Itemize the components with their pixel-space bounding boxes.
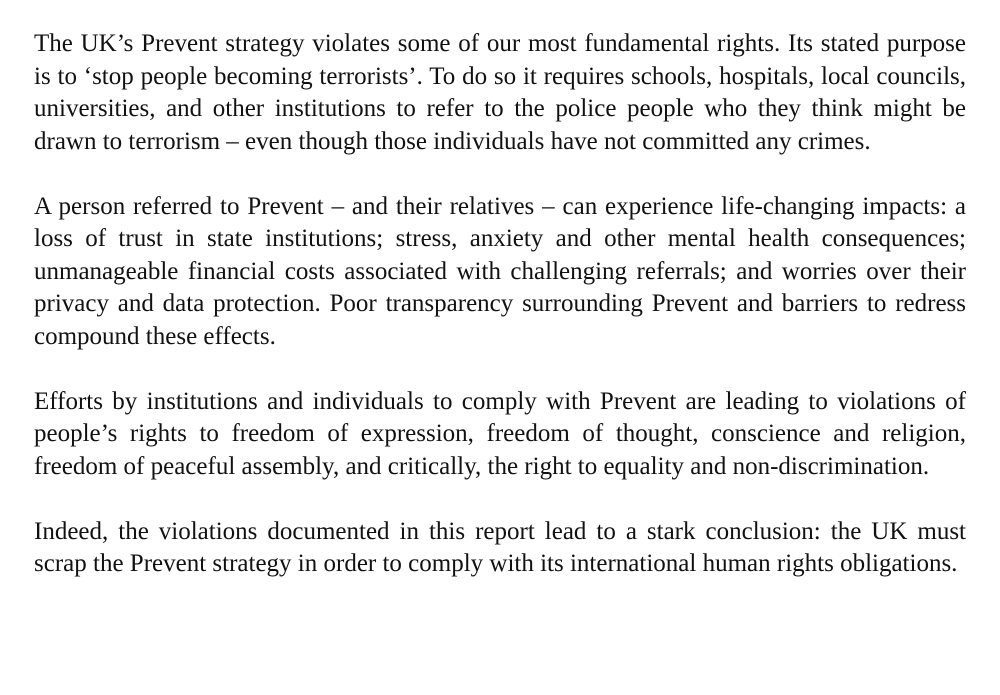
paragraph-conclusion: Indeed, the violations documented in this report lead to a stark conclusion: the UK must scrap the Prevent strategy in order to comply with its international human rights obligations. — [34, 517, 966, 577]
paragraph-impacts: A person referred to Prevent – and their relatives – can experience life-changing impacts: a loss of trust in state institutions; stress, anxiety and other mental health consequences; unmanageable financial costs associated with challenging referrals; and worries over their privacy and data protection. Poor transparency surrounding Prevent and barriers to redress compound these effects. — [34, 192, 966, 350]
paragraph-rights-violations: Efforts by institutions and individuals to comply with Prevent are leading to violations of people’s rights to freedom of expression, freedom of thought, conscience and religion, freedom of peaceful assembly, and critically, the right to equality and non-discrimination. — [34, 387, 966, 480]
document-body — [34, 28, 966, 581]
paragraph-prevent-overview: The UK’s Prevent strategy violates some of our most fundamental rights. Its stated purpose is to ‘stop people becoming terrorists’. To do so it requires schools, hospitals, local councils, universities, and other institutions to refer to the police people who they think might be drawn to terrorism – even though those individuals have not committed any crimes. — [34, 30, 966, 155]
